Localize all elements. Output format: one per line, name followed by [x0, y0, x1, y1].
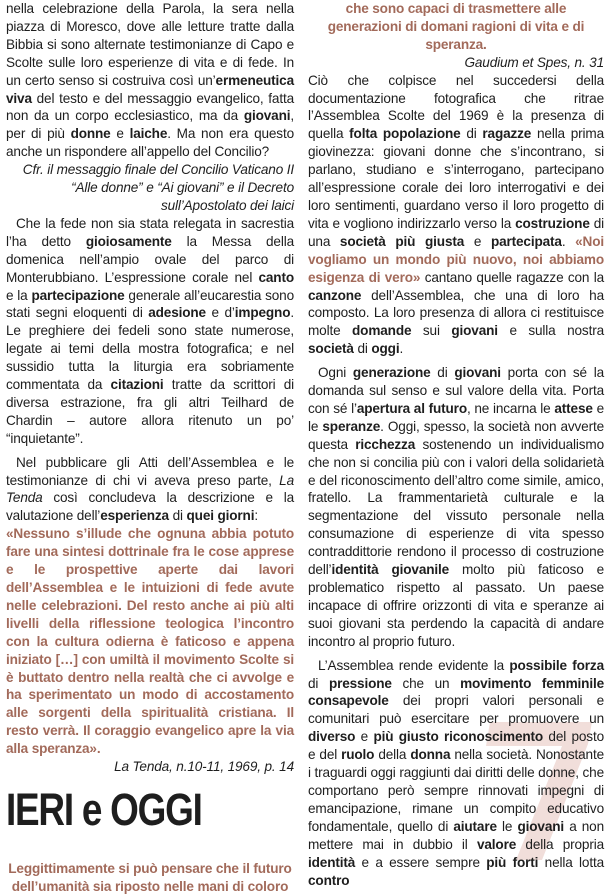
lead-quote-start: Leggittimamente si può pensare che il futuro dell’umanità sia riposto nelle mani di coloro: [8, 860, 292, 894]
citation-concilio: Cfr. il messaggio finale del Concilio Vaticano II “Alle donne” e “Ai giovani” e il Decreto sull’Apostolato dei laici: [22, 162, 294, 213]
lead-quote-end: che sono capaci di trasmettere alle generazioni di domani ragioni di vita e di speranza.: [327, 1, 585, 52]
citation-la-tenda: La Tenda, n.10-11, 1969, p. 14: [114, 759, 294, 775]
paragraph-assemblea-1969: Ciò che colpisce nel succedersi della documentazione fotografica che ritrae l’Assemblea Scolte del 1969 è la presenza di quella folta popolazione di ragazze nella prima giovinezza: giovani donne che s’incontrano, si parlano, studiano e s’interrogano, partecipano all’espressione corale dei loro interrogativi e dei loro sentimenti, guardano verso il loro progetto di vita e vogliono indirizzarlo verso la costruzione di una società più giusta e partecipata. «Noi vogliamo un mondo più nuovo, noi abbiamo esigenza di vero» cantano quelle ragazze con la canzone dell’Assemblea, che una di loro ha composto. La loro presenza di allora ci restituisce molte domande sui giovani e sulla nostra società di oggi.: [308, 72, 605, 357]
right-column: [308, 0, 605, 888]
paragraph-moresco: nella celebrazione della Parola, la sera nella piazza di Moresco, dove alle letture tratte dalla Bibbia si sono alternate testimonianze di Capo e Scolte sulle loro esperienze di vita e di fede. In un certo senso si costruiva così un’ermeneutica viva del testo e del messaggio evangelico, fatta non da un corpo ecclesiastico, ma da giovani, per di più donne e laiche. Ma non era questo anche un rispondere all’appello del Concilio?: [6, 1, 294, 160]
citation-gaudium: Gaudium et Spes, n. 31: [464, 54, 604, 70]
left-column: [6, 0, 295, 894]
section-heading: IERI e OGGI: [6, 783, 202, 835]
paragraph-movimento-femminile: L’Assemblea rende evidente la possibile forza di pressione che un movimento femminile consapevole dei propri valori personali e comunitari può esercitare per promuovere un diverso e più giusto riconoscimento del posto e del ruolo della donna nella società. Nonostante i traguardi oggi raggiunti dai diritti delle donne, che comportano però sempre rinnovati impegni di emancipazione, rimane un compito educativo fondamentale, quello di aiutare le giovani a non mettere mai in dubbio il valore della propria identità e a essere sempre più forti nella lotta contro: [308, 657, 605, 888]
paragraph-fede: Che la fede non sia stata relegata in sacrestia l’ha detto gioiosamente la Messa della domenica nell’ampio ovale del parco di Monterubbiano. L’espressione corale nel canto e la partecipazione generale all’eucarestia sono stati segni eloquenti di adesione e d’impegno. Le preghiere dei fedeli sono state numerose, legate ai temi della mostra fotografica; e nel sussidio tutta la liturgia era sobriamente commentata da citazioni tratte da scrittori di diversa estrazione, fra gli altri Teilhard de Chardin – autore allora ritenuto un po’ “inquietante”.: [6, 215, 295, 446]
quote-la-tenda: «Nessuno s’illude che ognuna abbia potuto fare una sintesi dottrinale fra le cose apprese e le prospettive aperte dai lavori dell’Assemblea e le intuizioni di fede avute nelle celebrazioni. Del resto anche ai più alti livelli della riflessione teologica l’incontro con la cultura odierna è faticoso e appena iniziato […] con umiltà il movimento Scolte si è buttato dentro nella realtà che ci avvolge e ha sperimentato un modo di accostamento alle sorgenti della spiritualità cristiana. Il resto verrà. Il coraggio evangelico apre la via alla speranza».: [6, 526, 294, 757]
paragraph-atti: Nel pubblicare gli Atti dell’Assemblea e le testimonianze di chi vi aveva preso parte, La Tenda così concludeva la descrizione e la valutazione dell’esperienza di quei giorni:: [6, 454, 294, 524]
paragraph-generazione: Ogni generazione di giovani porta con sé la domanda sul senso e sul valore della vita. Porta con sé l’apertura al futuro, ne incarna le attese e le speranze. Oggi, spesso, la società non avverte questa ricchezza sostenendo un individualismo che non si concilia più con i valori della solidarietà e del riconoscimento dell’altro come simile, amico, fratello. La frammentarietà culturale e la segmentazione del vissuto personale nella consumazione di esperienze di vita spesso contraddittorie rendono il processo di costruzione dell’identità giovanile molto più faticoso e problematico rispetto al passato. Un paese incapace di offrire orizzonti di vita e speranze ai suoi giovani sta perdendo la capacità di andare incontro al proprio futuro.: [308, 365, 605, 649]
